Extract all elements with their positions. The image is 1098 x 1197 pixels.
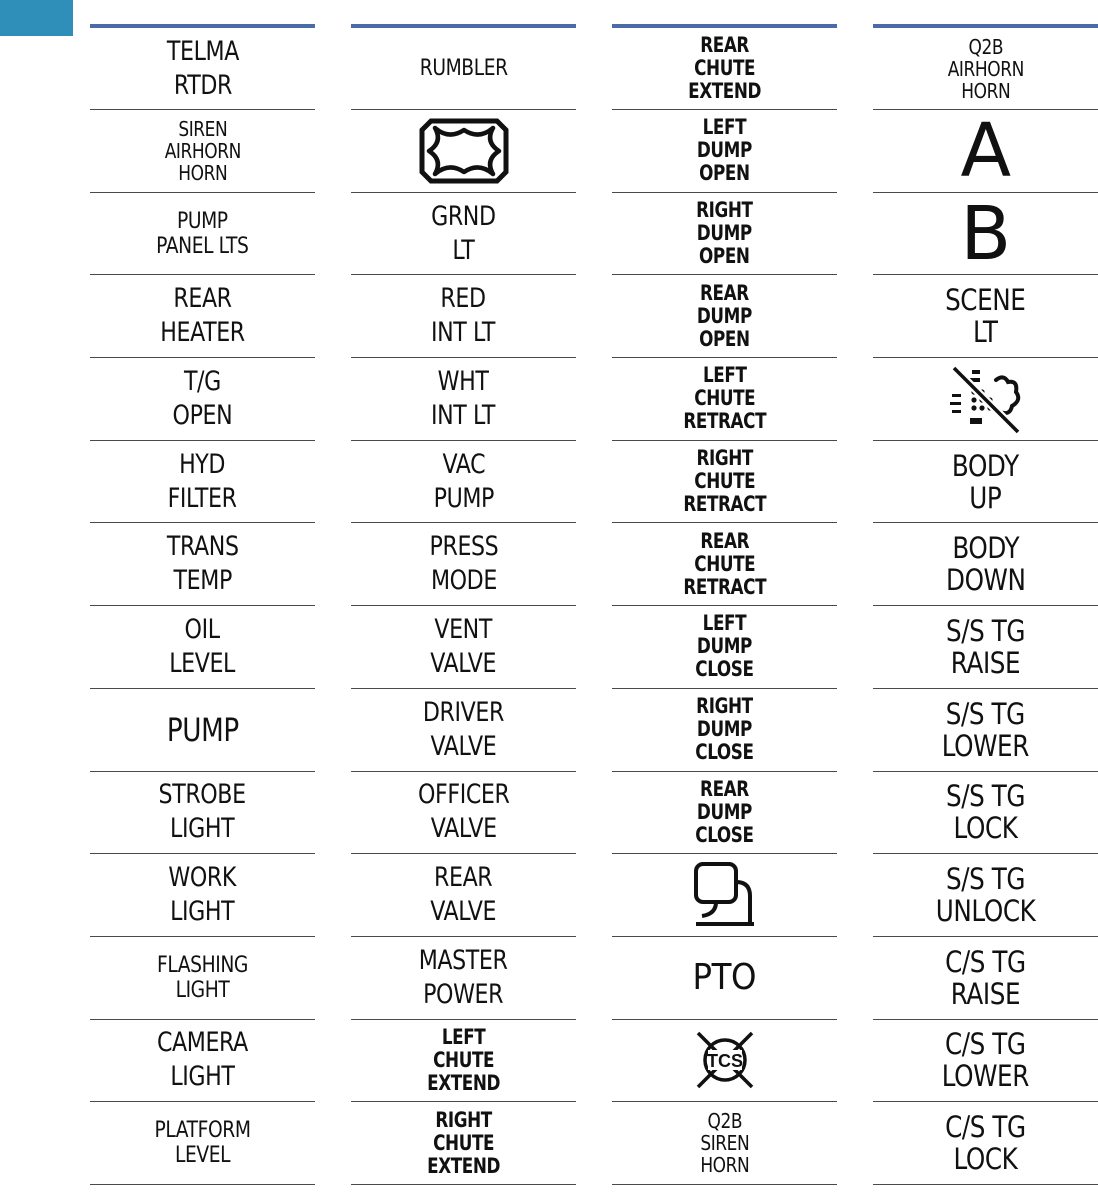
label-text: RIGHT DUMP OPEN xyxy=(696,198,753,269)
label-cell xyxy=(612,854,837,937)
label-cell xyxy=(90,606,315,689)
label-cell xyxy=(873,1102,1098,1185)
label-text: OFFICER VALVE xyxy=(417,779,510,845)
label-cell xyxy=(351,772,576,855)
label-text: REAR CHUTE EXTEND xyxy=(688,33,761,103)
label-column-3 xyxy=(612,24,837,1185)
label-cell xyxy=(612,193,837,276)
label-cell xyxy=(873,772,1098,855)
label-text: T/G OPEN xyxy=(172,365,233,431)
label-cell xyxy=(351,606,576,689)
label-text: S/S TG LOWER xyxy=(941,696,1030,763)
label-cell xyxy=(612,28,837,110)
label-cell xyxy=(612,275,837,358)
label-cell xyxy=(90,441,315,524)
label-text: MASTER POWER xyxy=(419,944,508,1010)
label-text: CAMERA LIGHT xyxy=(157,1027,248,1093)
label-cell xyxy=(351,937,576,1020)
label-cell xyxy=(351,110,576,193)
label-column-1 xyxy=(90,24,315,1185)
label-cell xyxy=(873,441,1098,524)
label-text: S/S TG UNLOCK xyxy=(935,862,1036,929)
label-text: GRND LT xyxy=(431,200,496,266)
label-cell xyxy=(873,28,1098,110)
label-cell xyxy=(90,110,315,193)
label-text: TELMA RTDR xyxy=(166,35,239,101)
label-cell xyxy=(351,523,576,606)
label-cell xyxy=(873,1020,1098,1103)
label-text: VAC PUMP xyxy=(433,448,494,514)
label-cell xyxy=(351,689,576,772)
label-cell xyxy=(351,275,576,358)
label-text: RUMBLER xyxy=(419,56,508,81)
label-cell xyxy=(873,937,1098,1020)
label-text: C/S TG LOWER xyxy=(941,1027,1030,1094)
label-text: RIGHT DUMP CLOSE xyxy=(695,694,754,765)
label-cell xyxy=(351,441,576,524)
label-text: BODY DOWN xyxy=(945,531,1026,598)
label-text: S/S TG RAISE xyxy=(945,613,1026,680)
label-text: VENT VALVE xyxy=(430,613,497,679)
label-cell xyxy=(612,1020,837,1103)
label-text: OIL LEVEL xyxy=(169,613,236,679)
label-text: PRESS MODE xyxy=(429,531,498,597)
label-cell xyxy=(873,358,1098,441)
label-cell xyxy=(612,358,837,441)
label-cell xyxy=(612,937,837,1020)
label-text: C/S TG RAISE xyxy=(945,944,1026,1011)
label-text: REAR CHUTE RETRACT xyxy=(683,528,766,599)
label-text: PTO xyxy=(692,956,757,998)
corner-tab xyxy=(0,0,73,36)
label-cell xyxy=(90,772,315,855)
label-cell xyxy=(351,1020,576,1103)
label-cell xyxy=(90,689,315,772)
label-text: REAR DUMP OPEN xyxy=(696,280,753,351)
label-text: WORK LIGHT xyxy=(168,862,237,928)
label-text: SCENE LT xyxy=(945,283,1026,350)
label-text: LEFT DUMP OPEN xyxy=(696,115,753,186)
label-cell xyxy=(612,1102,837,1185)
label-cell xyxy=(873,689,1098,772)
label-cell xyxy=(90,1102,315,1185)
label-cell xyxy=(612,772,837,855)
label-cell xyxy=(90,937,315,1020)
label-cell xyxy=(351,1102,576,1185)
label-text: WHT INT LT xyxy=(431,365,496,431)
label-cell xyxy=(90,28,315,110)
spray-off-icon xyxy=(946,364,1026,434)
label-text: Q2B AIRHORN HORN xyxy=(947,34,1024,103)
label-text: REAR DUMP CLOSE xyxy=(695,776,754,847)
label-text: STROBE LIGHT xyxy=(158,779,247,845)
label-column-4 xyxy=(873,24,1098,1185)
label-text: REAR HEATER xyxy=(160,283,245,349)
rumbler-octagon-icon xyxy=(419,118,509,184)
label-column-2 xyxy=(351,24,576,1185)
label-text: BODY UP xyxy=(952,448,1019,515)
label-text: PLATFORM LEVEL xyxy=(154,1118,251,1169)
label-cell xyxy=(873,854,1098,937)
label-cell xyxy=(612,110,837,193)
label-cell xyxy=(351,193,576,276)
tcs-text: TCS xyxy=(706,1051,743,1072)
seat-icon xyxy=(692,860,758,930)
label-cell xyxy=(351,854,576,937)
label-text: A xyxy=(960,107,1011,194)
label-cell xyxy=(873,107,1098,194)
label-text: PUMP PANEL LTS xyxy=(156,208,249,259)
label-cell xyxy=(873,523,1098,606)
label-cell xyxy=(90,193,315,276)
label-cell xyxy=(351,358,576,441)
label-cell xyxy=(873,190,1098,277)
label-cell xyxy=(873,606,1098,689)
label-text: S/S TG LOCK xyxy=(945,779,1026,846)
label-cell xyxy=(612,606,837,689)
label-text: RED INT LT xyxy=(431,283,496,349)
label-cell xyxy=(90,854,315,937)
label-text: REAR VALVE xyxy=(430,862,497,928)
label-text: FLASHING LIGHT xyxy=(157,952,248,1003)
label-text: LEFT CHUTE EXTEND xyxy=(427,1024,500,1095)
label-cell xyxy=(90,523,315,606)
label-text: LEFT CHUTE RETRACT xyxy=(683,363,766,434)
label-cell xyxy=(612,441,837,524)
label-cell xyxy=(612,523,837,606)
label-cell xyxy=(351,28,576,110)
label-text: PUMP xyxy=(166,710,239,749)
label-text: Q2B SIREN HORN xyxy=(699,1109,749,1178)
label-text: DRIVER VALVE xyxy=(422,696,505,762)
label-text: HYD FILTER xyxy=(167,448,237,514)
label-text: SIREN AIRHORN HORN xyxy=(164,116,241,185)
label-text: RIGHT CHUTE EXTEND xyxy=(427,1107,500,1178)
label-cell xyxy=(90,275,315,358)
tcs-off-icon xyxy=(690,1026,760,1094)
label-text: LEFT DUMP CLOSE xyxy=(695,611,754,682)
label-cell xyxy=(612,689,837,772)
label-cell xyxy=(90,1020,315,1103)
label-text: B xyxy=(960,190,1011,277)
label-cell xyxy=(90,358,315,441)
label-text: C/S TG LOCK xyxy=(945,1110,1026,1177)
label-text: RIGHT CHUTE RETRACT xyxy=(683,446,766,517)
label-text: TRANS TEMP xyxy=(166,531,239,597)
label-cell xyxy=(873,275,1098,358)
